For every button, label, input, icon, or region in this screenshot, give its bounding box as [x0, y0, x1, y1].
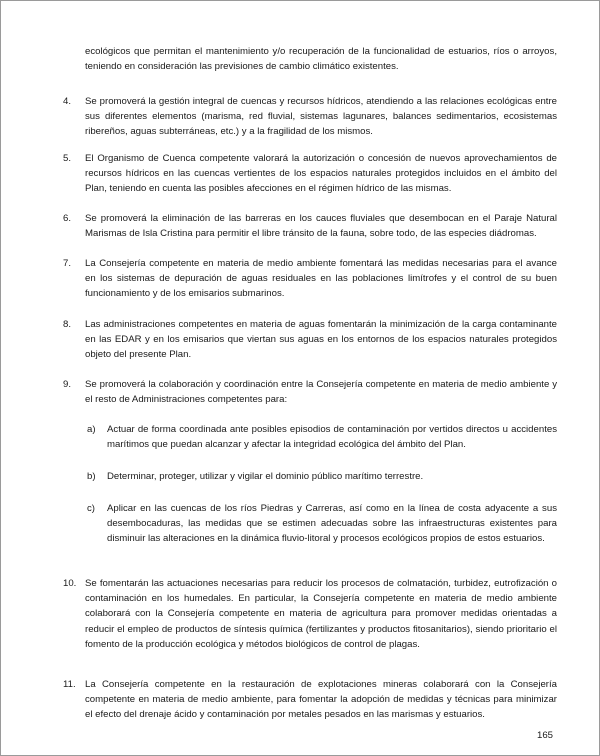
item-number: 4. [63, 96, 72, 107]
item-number: 5. [63, 153, 72, 164]
page-number: 165 [536, 730, 553, 741]
item-9-text: Se promoverá la colaboración y coordinación entre la Consejería competente en materia de medio ambiente y el resto de Administraciones competentes para: [85, 379, 557, 406]
item-number: 10. [63, 578, 77, 589]
item-4-text: Se promoverá la gestión integral de cuencas y recursos hídricos, atendiendo a las relaciones ecológicas entre sus diferentes elementos (marisma, red fluvial, sistemas lagunares, balances sedimentarios, ecosistemas ribereños, aguas subterráneas, etc.) y a la fragilidad de los mismos. [85, 96, 557, 138]
subitem-a-text: Actuar de forma coordinada ante posibles episodios de contaminación por vertidos directos u accidentes marítimos que puedan alcanzar y afectar la integridad ecológica del ámbito del Plan. [107, 424, 557, 451]
item-10-text: Se fomentarán las actuaciones necesarias para reducir los procesos de colmatación, turbidez, eutrofización o contaminación en los humedales. En particular, la Consejería competente en materia de medio ambiente colaborará con la Consejería competente en materia de agricultura para promover medidas orientadas a reducir el empleo de productos de síntesis química (fertilizantes y productos fitosanitarios), siendo prioritario el fomento de la producción ecológica y métodos biológicos de control de plagas. [85, 578, 557, 650]
subitem-b-text: Determinar, proteger, utilizar y vigilar el dominio público marítimo terrestre. [107, 471, 424, 482]
subitem-letter: b) [87, 471, 96, 482]
subitem-letter: c) [87, 503, 95, 514]
subitem-letter: a) [87, 424, 96, 435]
paragraph-continuation: ecológicos que permitan el mantenimiento y/o recuperación de la funcionalidad de estuarios, ríos o arroyos, teniendo en consideración las previsiones de cambio climático existentes. [85, 46, 557, 73]
item-11-text: La Consejería competente en la restauración de explotaciones mineras colaborará con la Consejería competente en materia de medio ambiente, para fomentar la adopción de medidas y técnicas para minimizar el efecto del drenaje ácido y contaminación por metales pesados en las marismas y estuarios. [85, 679, 557, 721]
item-7-text: La Consejería competente en materia de medio ambiente fomentará las medidas necesarias para el avance en los sistemas de depuración de aguas residuales en las poblaciones limítrofes y el control de su buen funcionamiento y de los emisarios submarinos. [85, 258, 557, 300]
item-6-text: Se promoverá la eliminación de las barreras en los cauces fluviales que desembocan en el Paraje Natural Marismas de Isla Cristina para permitir el libre tránsito de la fauna, sobre todo, de las especies diádromas. [85, 213, 557, 240]
item-number: 11. [63, 679, 76, 690]
item-number: 7. [63, 258, 72, 269]
item-8-text: Las administraciones competentes en materia de aguas fomentarán la minimización de la carga contaminante en las EDAR y en los emisarios que viertan sus aguas en los entornos de los espacios naturales protegidos objeto del presente Plan. [85, 319, 557, 361]
item-number: 9. [63, 379, 72, 390]
item-5-text: El Organismo de Cuenca competente valorará la autorización o concesión de nuevos aprovechamientos de recursos hídricos en las cuencas vertientes de los espacios naturales protegidos incluidos en el ámbito del Plan, teniendo en cuenta las posibles afecciones en el régimen hídrico de las mismas. [85, 153, 557, 195]
subitem-c-text: Aplicar en las cuencas de los ríos Piedras y Carreras, así como en la línea de costa adyacente a sus desembocaduras, las medidas que se estimen adecuadas sobre las infraestructuras existentes para disminuir las alteraciones en la dinámica fluvio-litoral y procesos ecológicos propios de estos estuarios. [107, 503, 557, 545]
item-number: 6. [63, 213, 72, 224]
item-number: 8. [63, 319, 72, 330]
